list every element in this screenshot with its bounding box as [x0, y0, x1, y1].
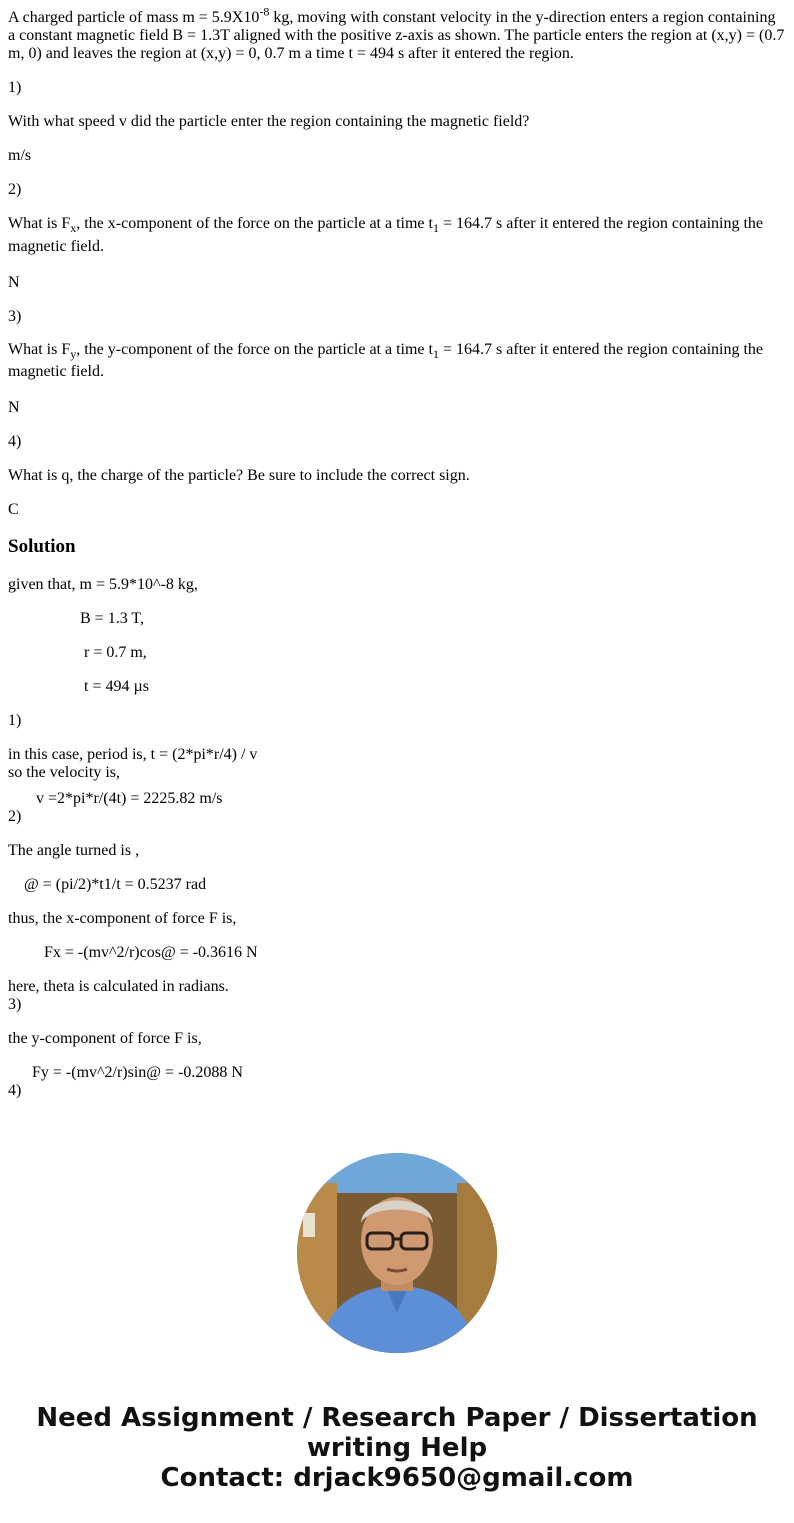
- page-content: [8, 0, 786, 1100]
- part-1-unit: m/s: [8, 147, 32, 164]
- solution-part-1-line: in this case, period is, t = (2*pi*r/4) / v: [8, 746, 258, 763]
- promo-banner: [0, 1403, 794, 1493]
- question-intro: A charged particle of mass $m = 5.9X10^{-8}$ kg, moving with constant velocity in the y-direction enters a region containing a constant magnetic field B = 1.3T aligned with the positive z-axis as shown. The particle enters the region at (x,y) = (0.7 m, 0) and leaves the region at (x,y) = 0, 0.7 m a time t = 494 s after it entered the region.: [8, 4, 785, 62]
- solution-part-3-number: 3): [8, 996, 22, 1013]
- author-avatar: [297, 1153, 497, 1353]
- solution-part-2-line: thus, the x-component of force F is,: [8, 910, 237, 927]
- solution-part-3-line: the y-component of force F is,: [8, 1030, 202, 1047]
- part-4-question: What is q, the charge of the particle? Be sure to include the correct sign.: [8, 467, 470, 484]
- solution-velocity: v =2*pi*r/(4t) = 2225.82 m/s: [36, 790, 223, 807]
- given-time: t = 494 µs: [84, 678, 149, 695]
- solution-fy: Fy = -(mv^2/r)sin@ = -0.2088 N: [32, 1064, 243, 1081]
- given-radius: r = 0.7 m,: [84, 644, 147, 661]
- given-mass: given that, m = 5.9*10^-8 kg,: [8, 576, 198, 593]
- solution-part-1-number: 1): [8, 712, 22, 729]
- part-3-question: What is $F_y$, the y-component of the force on the particle at a time $t_1 = 164.7$ s after it entered the region containing the magnetic field.: [8, 341, 763, 380]
- solution-heading: Solution: [8, 536, 76, 557]
- part-4-number: 4): [8, 433, 22, 450]
- part-1-number: 1): [8, 79, 22, 96]
- given-field: B = 1.3 T,: [80, 610, 144, 627]
- solution-angle: @ = (pi/2)*t1/t = 0.5237 rad: [24, 876, 207, 893]
- solution-part-4-number: 4): [8, 1082, 22, 1099]
- solution-part-2-number: 2): [8, 808, 22, 825]
- solution-fx: Fx = -(mv^2/r)cos@ = -0.3616 N: [44, 944, 258, 961]
- promo-contact: Contact: drjack9650@gmail.com: [160, 1463, 634, 1493]
- part-2-question: What is $F_x$, the x-component of the force on the particle at a time $t_1 = 164.7$ s after it entered the region containing the magnetic field.: [8, 215, 763, 255]
- author-avatar-photo: [297, 1153, 497, 1353]
- part-3-number: 3): [8, 308, 22, 325]
- part-4-unit: C: [8, 501, 19, 518]
- solution-part-2-line: The angle turned is ,: [8, 842, 140, 859]
- part-3-unit: N: [8, 399, 20, 416]
- solution-part-2-note: here, theta is calculated in radians.: [8, 978, 229, 995]
- solution-part-1-line: so the velocity is,: [8, 764, 120, 781]
- promo-line: writing Help: [306, 1433, 488, 1463]
- promo-line: Need Assignment / Research Paper / Dissertation: [36, 1403, 758, 1433]
- part-1-question: With what speed v did the particle enter the region containing the magnetic field?: [8, 113, 530, 130]
- part-2-number: 2): [8, 181, 22, 198]
- part-2-unit: N: [8, 274, 20, 291]
